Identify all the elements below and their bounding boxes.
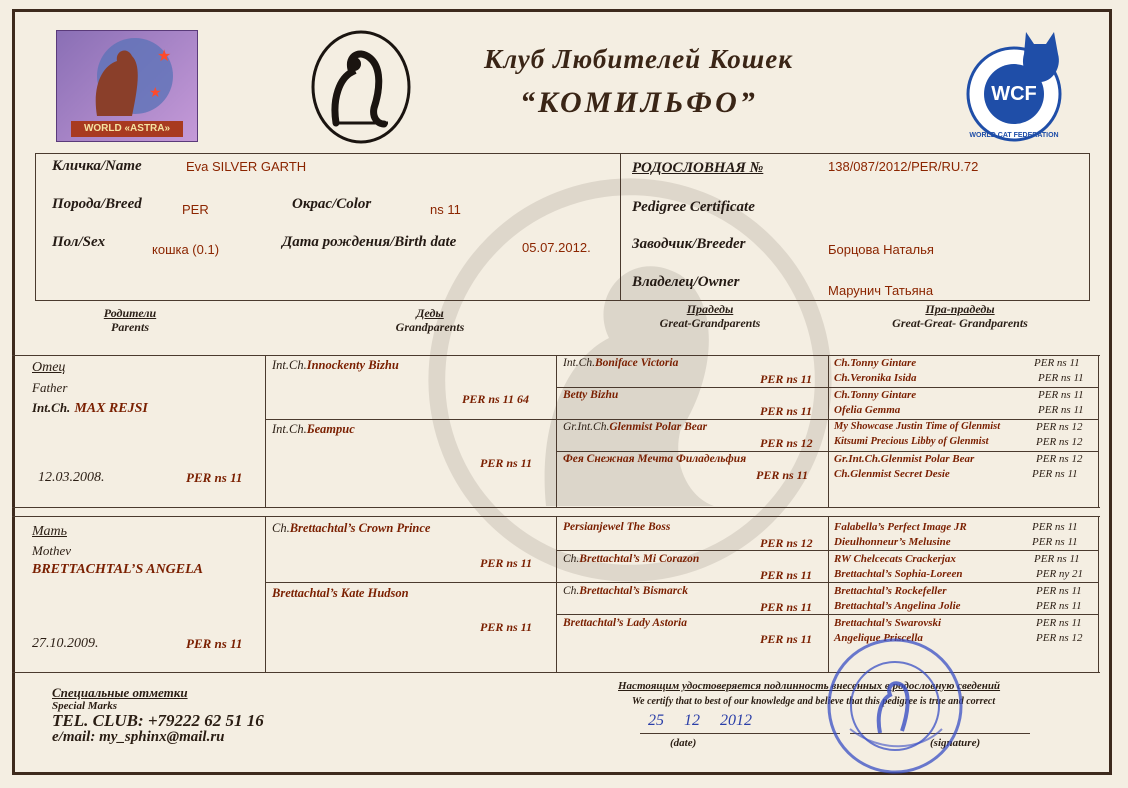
gggp-16-breed: PER ns 12 [1036,632,1083,644]
gggp-9: Falabella’s Perfect Image JR [834,521,967,533]
father-name [32,399,148,417]
col-divider-2b [556,516,557,672]
col-ggrand-en: Great-Grandparents [659,316,761,330]
mother-date: 27.10.2009. [32,636,99,651]
col-divider-3a [828,355,829,507]
gggp-14-breed: PER ns 11 [1036,600,1082,612]
gggp-12-breed: PER ny 21 [1036,568,1084,580]
ggp-6-name: Brettachtal’s Mi Corazon [579,553,700,565]
gggp-10-breed: PER ns 11 [1032,536,1078,548]
gggp-11: RW Chelcecats Crackerjax [834,553,956,565]
wcf-logo-text: WCF [991,83,1037,105]
grandparent-1-prefix: Int.Ch. [272,358,307,372]
father-breed: PER ns 11 [186,470,243,485]
col-parents-ru: Родители [103,306,157,320]
grandparent-4-name: Brettachtal’s Kate Hudson [272,586,409,600]
ggp-2 [563,389,618,401]
gggp-14: Brettachtal’s Angelina Jolie [834,600,961,612]
ggp-6-breed: PER ns 11 [760,568,813,582]
gggp-1: Ch.Tonny Gintare [834,357,917,369]
col-grand-en: Grandparents [395,320,465,334]
ggp-4 [563,453,746,465]
gggp-16: Angelique Priscella [834,632,923,644]
grandparent-3-breed: PER ns 11 [480,556,533,570]
gggp-9-breed: PER ns 11 [1032,521,1078,533]
mother-label-ru: Мать [32,524,67,539]
breeder-label: Заводчик/Breeder [632,236,746,252]
wcf-ring-text: WORLD CAT FEDERATION [969,132,1059,139]
special-marks-en: Special Marks [52,700,118,712]
gggp-12: Brettachtal’s Sophia-Loreen [834,568,963,580]
gggp-8: Ch.Glenmist Secret Desie [834,468,950,480]
col-ggrand-ru: Прадеды [686,302,734,316]
name-value: Eva SILVER GARTH [186,159,307,174]
pedigree-en-label: Pedigree Certificate [632,199,755,215]
ggp-5-breed: PER ns 12 [760,536,813,550]
gggp-5-breed: PER ns 12 [1036,421,1083,433]
grandparent-2-breed: PER ns 11 [480,456,533,470]
grandparent-3 [272,521,430,536]
ggp-4-name: Фея Снежная Мечта Филадельфия [563,453,747,465]
gggp-5: My Showcase Justin Time of Glenmist [834,421,1001,432]
gggp-15-breed: PER ns 11 [1036,617,1082,629]
ggp-1-breed: PER ns 11 [760,372,813,386]
grandparent-2 [272,422,355,437]
mother-name: BRETTACHTAL’S ANGELA [32,562,204,577]
info-box-divider [620,153,621,301]
ggp-3-name: Glenmist Polar Bear [609,421,708,433]
date-line [640,733,840,734]
father-label-ru: Отец [32,360,66,375]
club-stamp [820,633,970,779]
grandparent-2-prefix: Int.Ch. [272,422,307,436]
father-label-en: Father [32,380,68,395]
breeder-value: Борцова Наталья [828,242,934,257]
ggp-7-prefix: Ch. [563,585,580,597]
grandparent-2-name: Беатрис [306,422,355,436]
table-mid-rule-top [12,507,1100,508]
pedigree-label: РОДОСЛОВНАЯ № [632,160,764,176]
owner-value: Марунич Татьяна [828,283,934,298]
gggp-13: Brettachtal’s Rockefeller [834,585,947,597]
col-gggrand-en: Great-Great- Grandparents [892,316,1028,330]
gp-rule-2 [265,582,556,583]
date-day: 25 [648,712,664,729]
col-grandparents [370,306,490,334]
gggp-11-breed: PER ns 11 [1034,553,1080,565]
gggp-rule-5 [828,582,1098,583]
astra-logo-text: WORLD «ASTRA» [71,121,183,137]
ggp-3-prefix: Gr.Int.Ch. [563,421,610,433]
grandparent-1 [272,358,399,373]
breed-label: Порода/Breed [52,196,142,212]
col-gggrand-ru: Пра-прадеды [925,302,995,316]
grandparent-1-breed: PER ns 11 64 [462,392,530,406]
ggp-rule-3 [556,451,828,452]
gggp-10: Dieulhonneur’s Melusine [834,536,951,548]
svg-text:★: ★ [149,86,162,101]
date-handwritten [648,712,752,730]
ggp-3-breed: PER ns 12 [760,436,813,450]
pedigree-number: 138/087/2012/PER/RU.72 [828,159,979,174]
gggp-rule-1 [828,387,1098,388]
gggp-4-breed: PER ns 11 [1038,404,1084,416]
certify-en: We certify that to best of our knowledge and believe that this pedigree is true and correct [632,696,996,707]
ggp-5-name: Persianjewel The Boss [563,521,671,533]
ggp-rule-1 [556,387,828,388]
birth-value: 05.07.2012. [522,240,591,255]
gggp-rule-2 [828,419,1098,420]
ggp-7 [563,585,688,597]
owner-label: Владелец/Owner [632,274,740,290]
col-gg-grandparents [870,302,1050,330]
cat-info-box [35,153,1090,301]
name-label: Кличка/Name [52,158,142,174]
breed-value: PER [182,202,209,217]
father-date: 12.03.2008. [38,470,105,485]
gp-rule-1 [265,419,556,420]
ggp-6 [563,553,699,565]
sex-label: Пол/Sex [52,234,106,250]
gggp-2-breed: PER ns 11 [1038,372,1084,384]
ggp-6-prefix: Ch. [563,553,580,565]
birth-label: Дата рождения/Birth date [282,234,457,250]
gggp-7-breed: PER ns 12 [1036,453,1083,465]
mother-label-en: Mothev [32,543,71,558]
sex-value: кошка (0.1) [152,242,220,257]
date-year: 2012 [720,712,752,729]
father-title: Int.Ch. [32,400,71,415]
ggp-4-breed: PER ns 11 [756,468,809,482]
grandparent-3-prefix: Ch. [272,521,290,535]
certify-ru: Настоящим удостоверяется подлинность внесенных в родословную сведений [618,680,1001,692]
col-parents-en: Parents [110,320,149,334]
wcf-logo [962,28,1078,148]
gggp-1-breed: PER ns 11 [1034,357,1080,369]
ggp-1-prefix: Int.Ch. [563,357,595,369]
komilfo-cat-logo [308,28,414,146]
ggp-2-breed: PER ns 11 [760,404,813,418]
club-phone: TEL. CLUB: +79222 62 51 16 [52,711,264,730]
club-title: “КОМИЛЬФО” [520,86,758,119]
color-label: Окрас/Color [292,196,372,212]
ggp-8-name: Brettachtal’s Lady Astoria [563,617,687,629]
ggp-3 [563,421,707,433]
col-divider-4b [1098,516,1099,672]
grandparent-4-breed: PER ns 11 [480,620,533,634]
ggp-8 [563,617,687,629]
grandparent-1-name: Innockenty Bizhu [306,358,399,372]
gggp-rule-6 [828,614,1098,615]
date-label: (date) [670,737,697,749]
ggp-1 [563,357,678,369]
col-great-grandparents [630,302,790,330]
col-grand-ru: Деды [416,306,444,320]
gggp-rule-4 [828,550,1098,551]
ggp-7-name: Brettachtal’s Bismarck [579,585,689,597]
col-divider-1a [265,355,266,507]
ggp-rule-2 [556,419,828,420]
club-email: e/mail: my_sphinx@mail.ru [52,729,225,745]
father-name-text: MAX REJSI [74,401,148,416]
col-divider-4a [1098,355,1099,507]
gggp-6: Kitsumi Precious Libby of Glenmist [834,436,989,447]
gggp-13-breed: PER ns 11 [1036,585,1082,597]
special-marks-ru: Специальные отметки [52,685,188,700]
col-parents [80,306,180,334]
gggp-6-breed: PER ns 12 [1036,436,1083,448]
astra-logo [56,30,198,142]
ggp-5 [563,521,670,533]
ggp-7-breed: PER ns 11 [760,600,813,614]
gggp-7: Gr.Int.Ch.Glenmist Polar Bear [834,453,975,465]
date-month: 12 [684,712,700,729]
gggp-rule-3 [828,451,1098,452]
col-divider-2a [556,355,557,507]
color-value: ns 11 [430,202,461,217]
signature-label: (signature) [930,737,981,749]
gggp-3: Ch.Tonny Gintare [834,389,917,401]
club-name: Клуб Любителей Кошек [484,44,793,74]
ggp-2-name: Betty Bizhu [563,389,619,401]
gggp-4: Ofelia Gemma [834,404,901,416]
ggp-1-name: Boniface Victoria [594,357,679,369]
svg-text:★: ★ [157,48,172,65]
gggp-2: Ch.Veronika Isida [834,372,917,384]
gggp-8-breed: PER ns 11 [1032,468,1078,480]
gggp-15: Brettachtal’s Swarovski [834,617,942,629]
grandparent-4 [272,586,409,601]
col-divider-1b [265,516,266,672]
grandparent-3-name: Brettachtal’s Crown Prince [289,521,431,535]
ggp-8-breed: PER ns 11 [760,632,813,646]
mother-breed: PER ns 11 [186,636,243,651]
gggp-3-breed: PER ns 11 [1038,389,1084,401]
